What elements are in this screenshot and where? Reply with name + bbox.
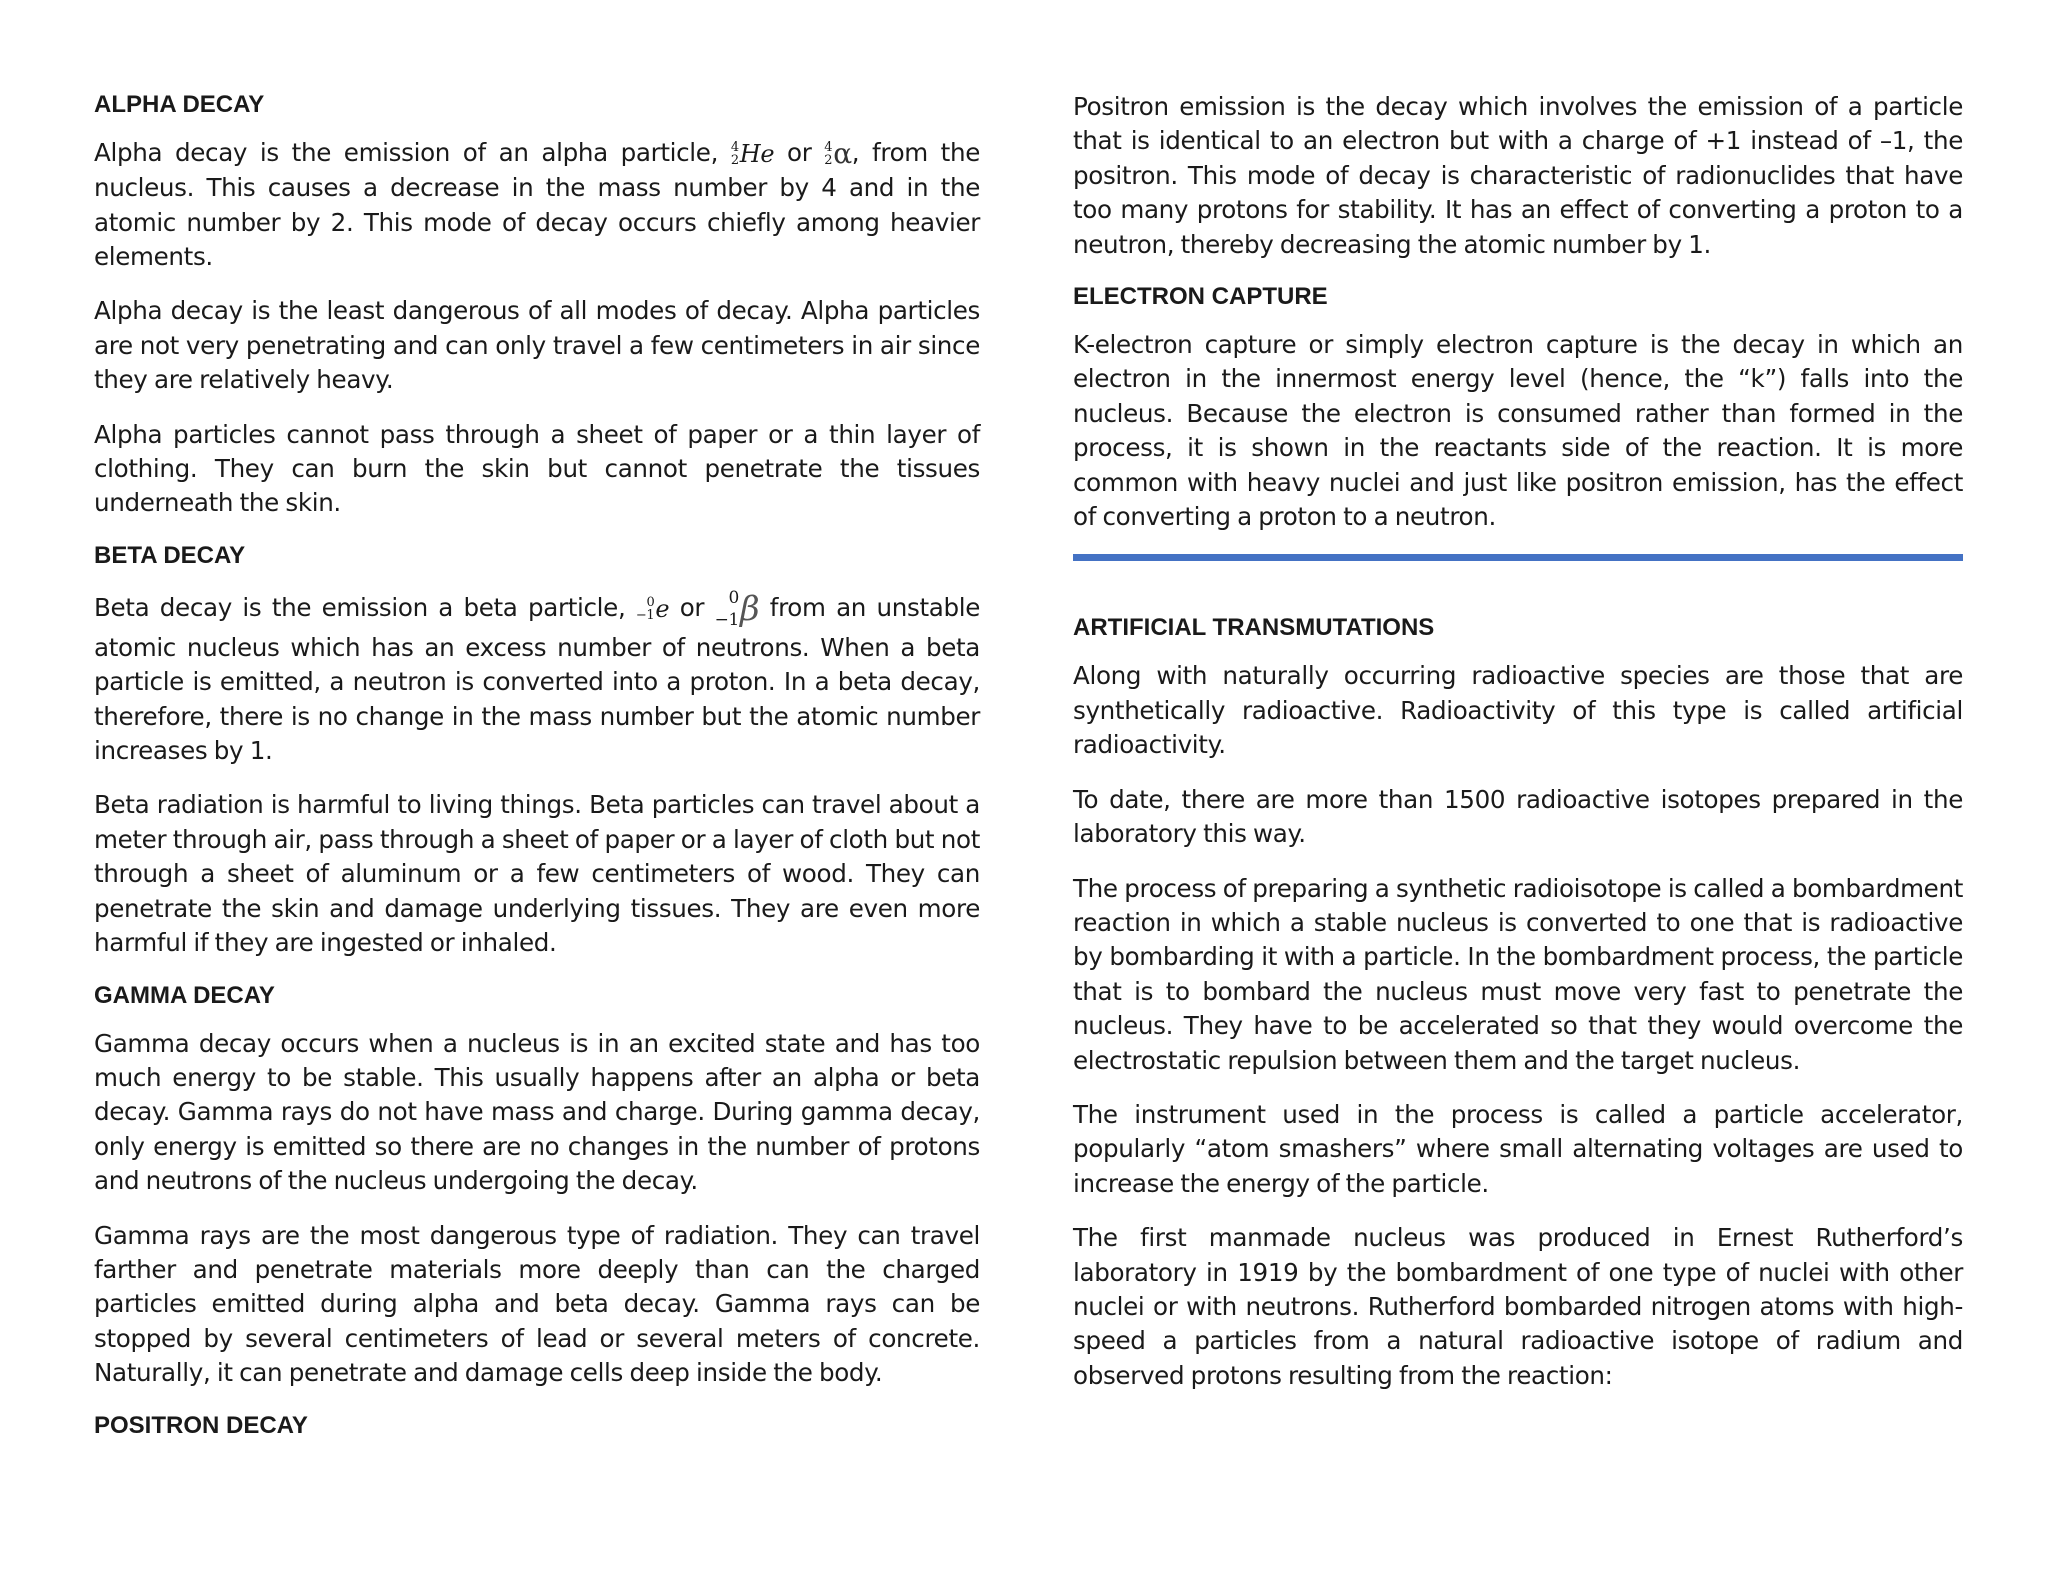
artificial-transmutations-heading: ARTIFICIAL TRANSMUTATIONS [1073,614,1435,642]
artificial-transmutations-paragraph-1: Along with naturally occurring radioactive species are those that are synthetically radioactive. Radioactivity of this type is called artificial radioactivity. [1073,661,1963,760]
beta-decay-paragraph-1: Beta decay is the emission a beta particle, 0 −1 e or 0 −1 β from an unstable atomic nucleus which has an excess number of neutrons. When a beta particle is emitted, a neutron is converted into a proton. In a beta decay, therefore, there is no change in the mass number but the atomic number increases by 1. [94,587,980,766]
gamma-decay-paragraph-2: Gamma rays are the most dangerous type of radiation. They can travel farther and penetrate materials more deeply than can the charged particles emitted during alpha and beta decay. Gamma rays can be stopped by several centimeters of lead or several meters of concrete. Naturally, it can penetrate and damage cells deep inside the body. [94,1220,980,1388]
helium-nuclide-symbol: 4 2 He [730,139,775,168]
artificial-transmutations-paragraph-5: The first manmade nucleus was produced in Ernest Rutherford’s laboratory in 1919 by the bombardment of one type of nuclei with other nuclei or with neutrons. Rutherford bombarded nitrogen atoms with high-speed a particles from a natural radioactive isotope of radium and observed protons resulting from the reaction: [1073,1223,1963,1390]
electron-nuclide-symbol: 0 −1 e [635,594,670,623]
alpha-particle-symbol: 4 2 α [824,136,852,170]
electron-capture-heading: ELECTRON CAPTURE [1073,283,1328,311]
alpha-decay-paragraph-2: Alpha decay is the least dangerous of all modes of decay. Alpha particles are not very penetrating and can only travel a few centimeters in air since they are relatively heavy. [94,296,980,395]
alpha-decay-paragraph-3: Alpha particles cannot pass through a sheet of paper or a thin layer of clothing. They can burn the skin but cannot penetrate the tissues underneath the skin. [94,419,980,518]
positron-decay-heading: POSITRON DECAY [94,1411,308,1439]
left-column [94,90,980,1457]
gamma-decay-heading: GAMMA DECAY [94,981,275,1009]
artificial-transmutations-paragraph-3: The process of preparing a synthetic radioisotope is called a bombardment reaction in which a stable nucleus is converted to one that is radioactive by bombarding it with a particle. In the bombardment process, the particle that is to bombard the nucleus must move very fast to penetrate the nucleus. They have to be accelerated so that they would overcome the electrostatic repulsion between them and the target nucleus. [1073,873,1963,1075]
beta-decay-paragraph-2: Beta radiation is harmful to living things. Beta particles can travel about a meter through air, pass through a sheet of paper or a layer of cloth but not through a sheet of aluminum or a few centimeters of wood. They can penetrate the skin and damage underlying tissues. They are even more harmful if they are ingested or inhaled. [94,790,980,958]
section-divider [1073,554,1963,561]
alpha-decay-paragraph-1: Alpha decay is the emission of an alpha particle, 4 2 He or 4 2 α , from the nucleus. This causes a decrease in the mass number by 4 and in the atomic number by 2. This mode of decay occurs chiefly among heavier elements. [94,136,980,272]
artificial-transmutations-paragraph-2: To date, there are more than 1500 radioactive isotopes prepared in the laboratory this way. [1073,784,1963,849]
gamma-decay-paragraph-1: Gamma decay occurs when a nucleus is in an excited state and has too much energy to be stable. This usually happens after an alpha or beta decay. Gamma rays do not have mass and charge. During gamma decay, only energy is emitted so there are no changes in the number of protons and neutrons of the nucleus undergoing the decay. [94,1028,980,1196]
beta-particle-symbol: 0 −1 β [714,587,760,630]
artificial-transmutations-paragraph-4: The instrument used in the process is called a particle accelerator, popularly “atom smashers” where small alternating voltages are used to increase the energy of the particle. [1073,1099,1963,1198]
alpha-decay-heading: ALPHA DECAY [94,91,265,118]
beta-decay-heading: BETA DECAY [94,541,246,569]
right-column [1073,90,1963,1413]
electron-capture-paragraph: K-electron capture or simply electron capture is the decay in which an electron in the innermost energy level (hence, the “k”) falls into the nucleus. Because the electron is consumed rather than formed in the process, it is shown in the reactants side of the reaction. It is more common with heavy nuclei and just like positron emission, has the effect of converting a proton to a neutron. [1073,330,1963,532]
positron-paragraph: Positron emission is the decay which involves the emission of a particle that is identical to an electron but with a charge of +1 instead of –1, the positron. This mode of decay is characteristic of radionuclides that have too many protons for stability. It has an effect of converting a proton to a neutron, thereby decreasing the atomic number by 1. [1073,92,1963,259]
